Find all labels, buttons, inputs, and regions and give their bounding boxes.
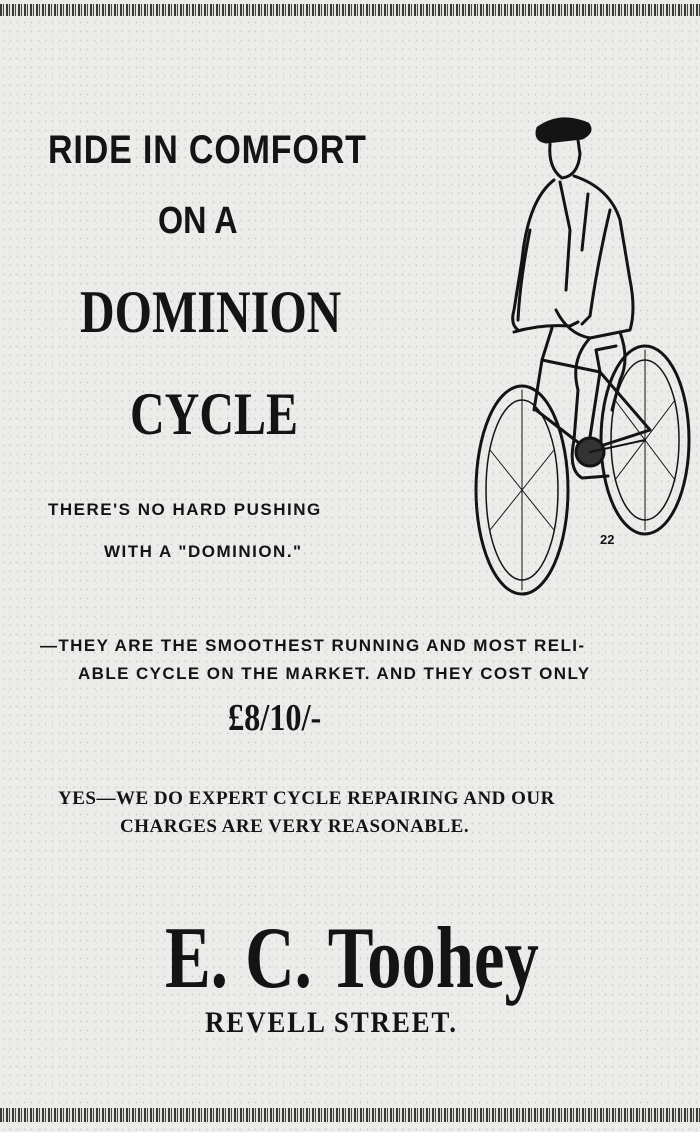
subline-1: THERE'S NO HARD PUSHING <box>48 500 322 519</box>
price: £8/10/- <box>228 697 322 739</box>
top-border-rule <box>0 4 700 16</box>
headline-line-1: RIDE IN COMFORT <box>48 128 367 172</box>
body-line-2: ABLE CYCLE ON THE MARKET. AND THEY COST ONLY <box>78 664 591 683</box>
artist-mark: 22 <box>600 532 615 547</box>
merchant-name: E. C. Toohey <box>165 910 539 1007</box>
subline-2: WITH A "DOMINION." <box>104 542 303 561</box>
man-riding-bicycle-icon <box>470 110 695 600</box>
merchant-address: REVELL STREET. <box>205 1006 458 1039</box>
headline-line-2: ON A <box>158 200 238 242</box>
body-line-1: —THEY ARE THE SMOOTHEST RUNNING AND MOST RELI- <box>40 636 586 655</box>
bottom-border-rule <box>0 1108 700 1122</box>
brand-name: DOMINION <box>80 279 342 345</box>
product-name: CYCLE <box>130 381 299 447</box>
repair-line-2: CHARGES ARE VERY REASONABLE. <box>120 816 470 837</box>
repair-line-1: YES—WE DO EXPERT CYCLE REPAIRING AND OUR <box>58 788 555 809</box>
